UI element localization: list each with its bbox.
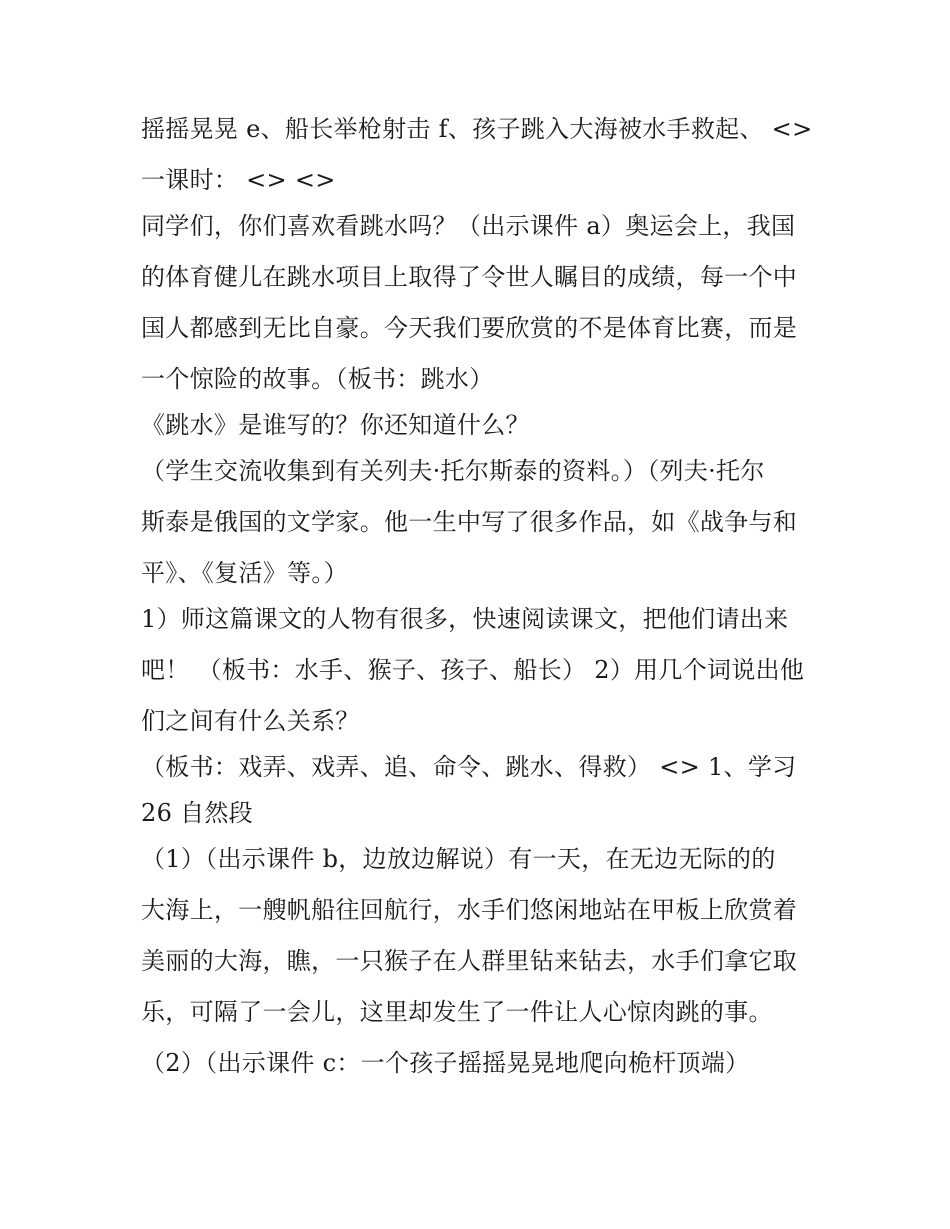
text-line: 《跳水》是谁写的？你还知道什么？ xyxy=(141,411,530,439)
text-line: （板书：戏弄、戏弄、追、命令、跳水、得救） <> 1、学习 xyxy=(141,753,797,781)
text-line: 摇摇晃晃 e、船长举枪射击 f、孩子跳入大海被水手救起、 <> xyxy=(141,115,813,143)
document-body xyxy=(141,108,821,1093)
text-line: 1）师这篇课文的人物有很多，快速阅读课文，把他们请出来 xyxy=(141,605,789,633)
text-line: 们之间有什么关系？ xyxy=(141,707,360,735)
text-line: 26 自然段 xyxy=(141,799,253,827)
text-line: （1）（出示课件 b，边放边解说）有一天，在无边无际的的 xyxy=(141,845,776,873)
text-line: 国人都感到无比自豪。今天我们要欣赏的不是体育比赛，而是 xyxy=(141,314,798,342)
text-line: 美丽的大海，瞧，一只猴子在人群里钻来钻去，水手们拿它取 xyxy=(141,947,798,975)
text-line: 一个惊险的故事。（板书：跳水） xyxy=(141,365,494,393)
text-line: 大海上，一艘帆船往回航行，水手们悠闲地站在甲板上欣赏着 xyxy=(141,896,798,924)
text-line: 斯泰是俄国的文学家。他一生中写了很多作品，如《战争与和 xyxy=(141,508,798,536)
text-line: 的体育健儿在跳水项目上取得了令世人瞩目的成绩，每一个中 xyxy=(141,263,798,291)
text-line: （学生交流收集到有关列夫·托尔斯泰的资料。）（列夫·托尔 xyxy=(141,457,765,485)
text-line: （2）（出示课件 c：一个孩子摇摇晃晃地爬向桅杆顶端） xyxy=(141,1049,750,1077)
text-line: 平》、《复活》等。） xyxy=(141,559,348,587)
text-line: 乐，可隔了一会儿，这里却发生了一件让人心惊肉跳的事。 xyxy=(141,998,773,1026)
text-line: 吧！ （板书：水手、猴子、孩子、船长） 2）用几个词说出他 xyxy=(141,656,805,684)
text-line: 一课时： <> <> xyxy=(141,166,336,194)
text-line: 同学们，你们喜欢看跳水吗？（出示课件 a）奥运会上，我国 xyxy=(141,212,796,240)
